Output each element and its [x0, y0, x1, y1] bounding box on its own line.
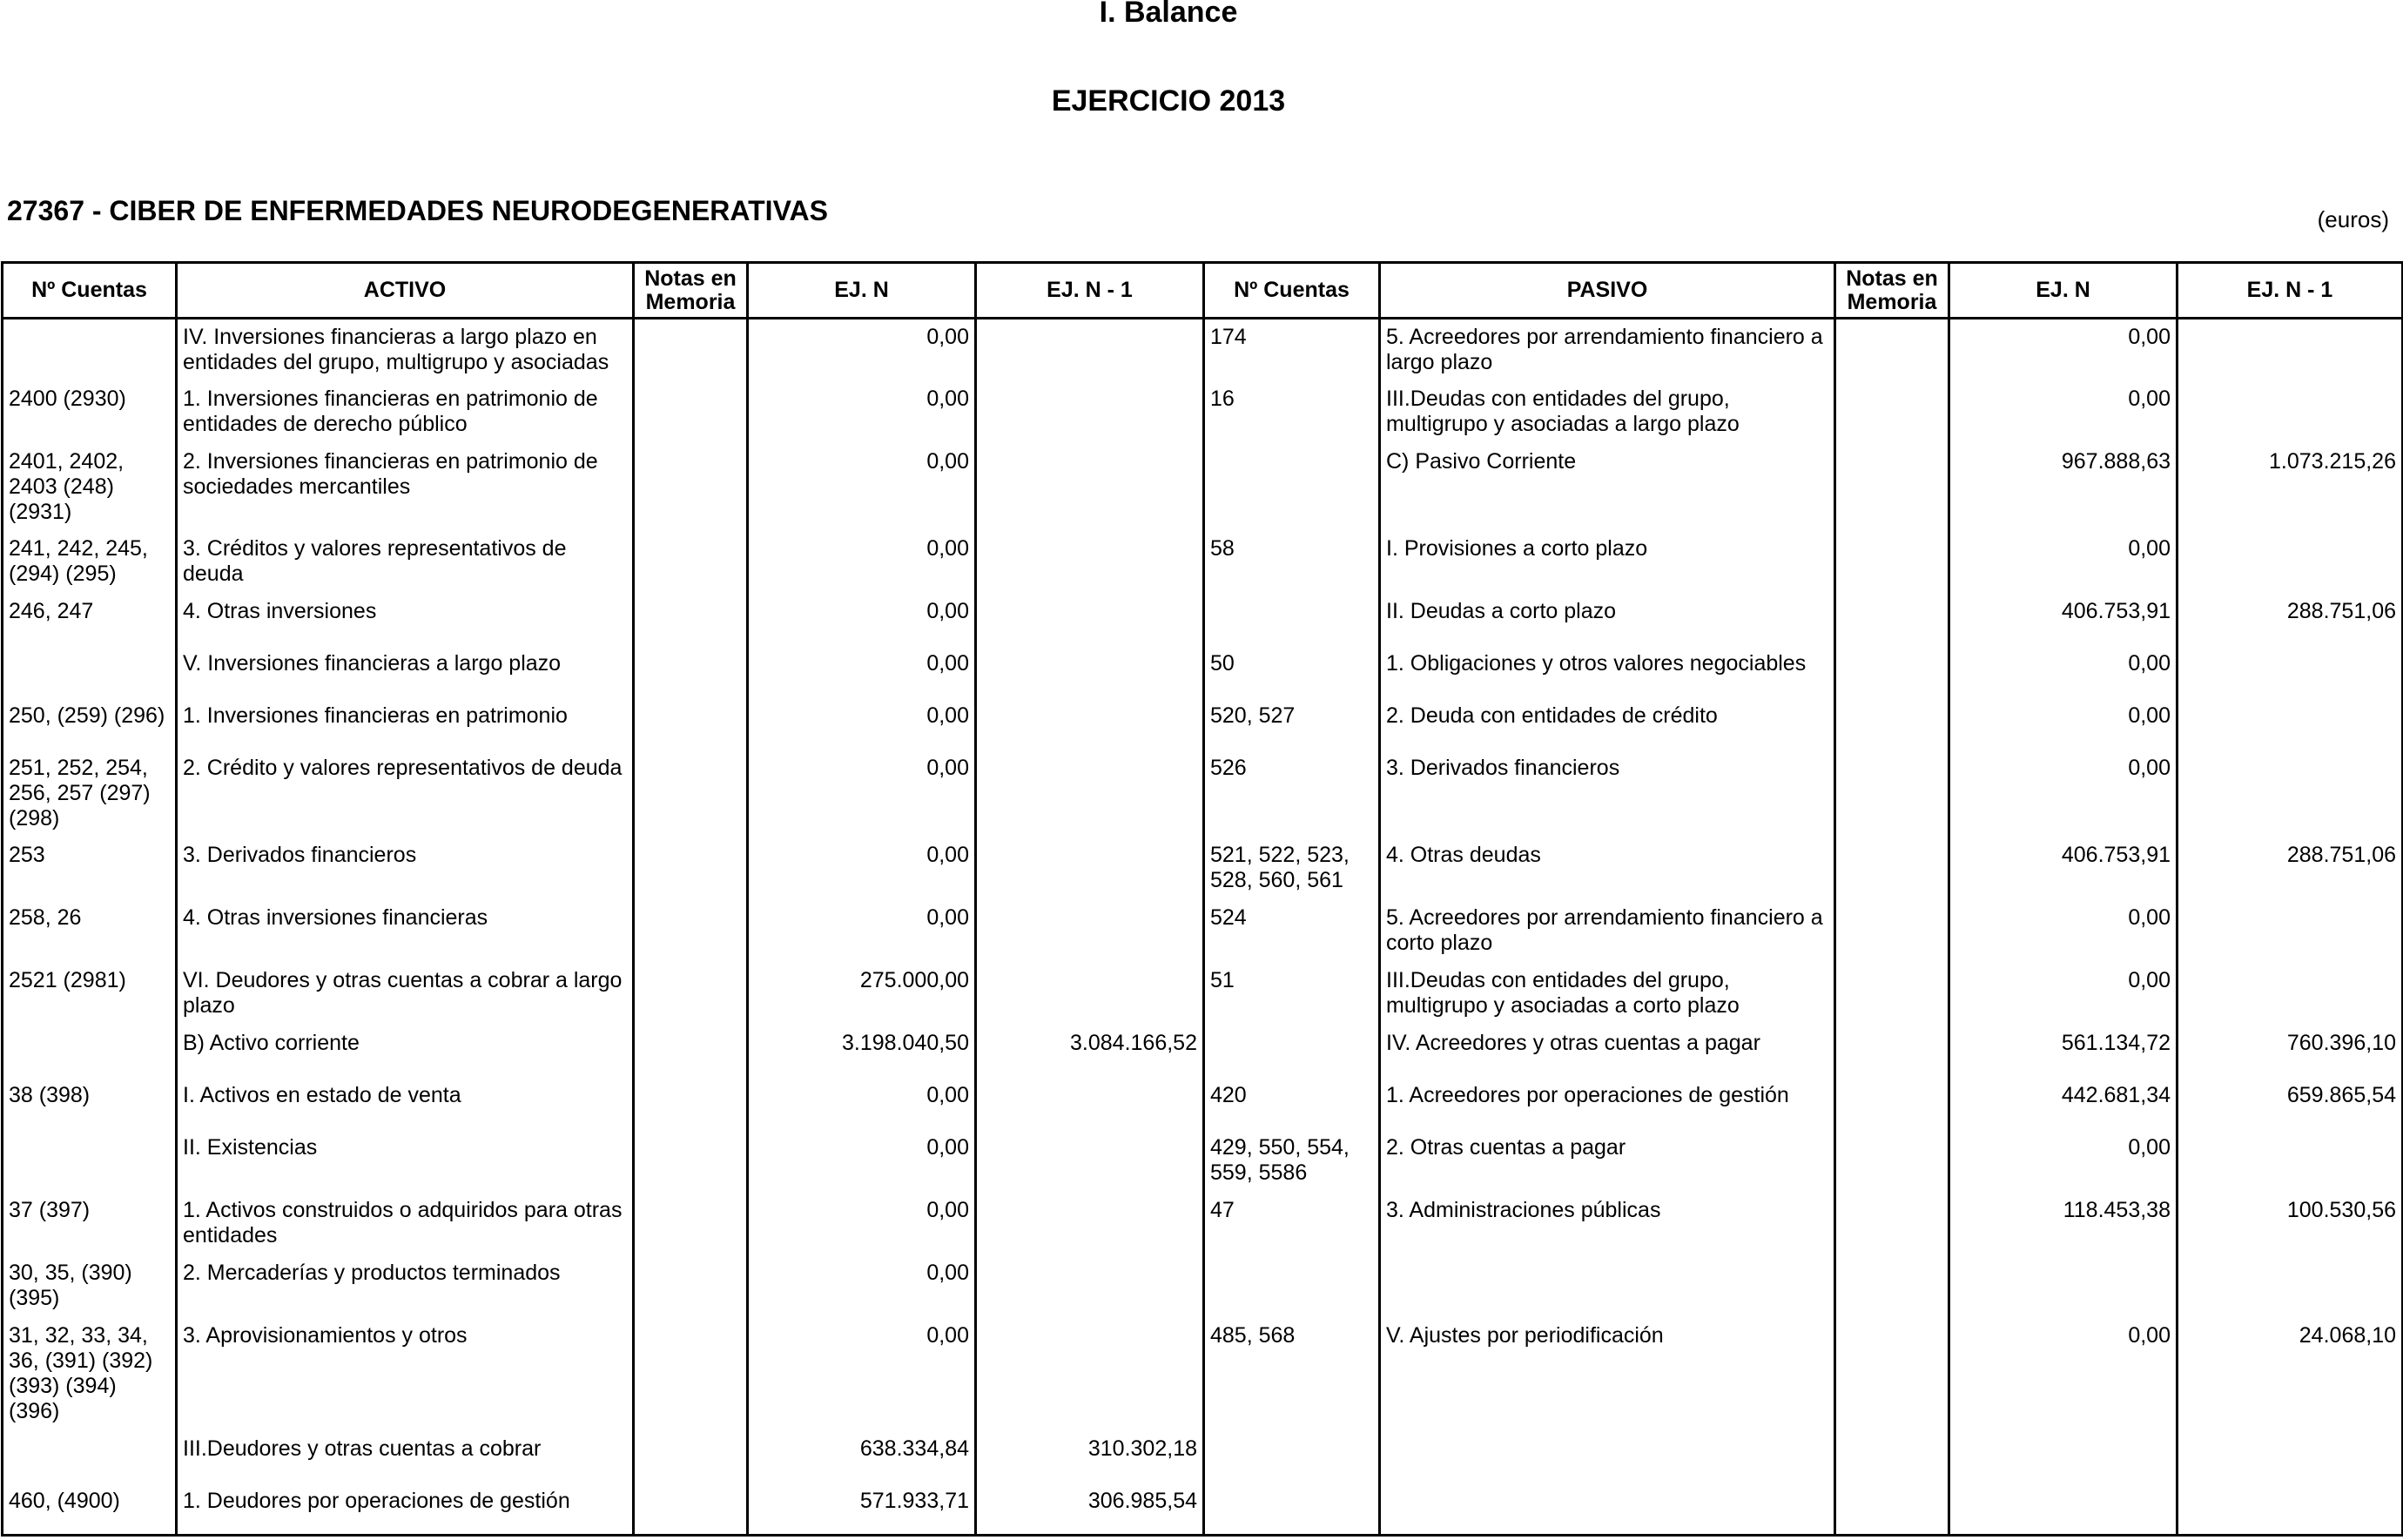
cell-ej-n-pasivo [1949, 1255, 2178, 1318]
cell-ej-n-activo: 0,00 [748, 381, 976, 444]
cell-ej-n-activo: 3.198.040,50 [748, 1026, 976, 1078]
table-body [3, 319, 2403, 1536]
cell-ej-n-pasivo: 0,00 [1949, 381, 2178, 444]
cell-pasivo-concepto: III.Deudas con entidades del grupo, multigrupo y asociadas a corto plazo [1380, 963, 1835, 1026]
cell-cuentas-activo: 37 (397) [3, 1193, 177, 1255]
cell-cuentas-pasivo: 521, 522, 523, 528, 560, 561 [1204, 837, 1380, 900]
cell-activo-concepto: II. Existencias [177, 1130, 634, 1193]
cell-cuentas-activo: 250, (259) (296) [3, 698, 177, 750]
table-header-row [3, 263, 2403, 319]
cell-notas-activo [634, 900, 748, 963]
cell-notas-activo [634, 646, 748, 698]
cell-ej-n1-activo [976, 1078, 1204, 1130]
cell-cuentas-activo: 2401, 2402, 2403 (248) (2931) [3, 444, 177, 531]
cell-ej-n-pasivo: 0,00 [1949, 698, 2178, 750]
cell-notas-activo [634, 319, 748, 381]
cell-notas-pasivo [1835, 900, 1949, 963]
cell-pasivo-concepto [1380, 1255, 1835, 1318]
cell-activo-concepto: IV. Inversiones financieras a largo plazo en entidades del grupo, multigrupo y asociadas [177, 319, 634, 381]
cell-ej-n-activo: 571.933,71 [748, 1483, 976, 1536]
cell-ej-n1-pasivo: 659.865,54 [2178, 1078, 2403, 1130]
cell-activo-concepto: 3. Aprovisionamientos y otros [177, 1318, 634, 1431]
cell-pasivo-concepto: 2. Deuda con entidades de crédito [1380, 698, 1835, 750]
cell-activo-concepto: 4. Otras inversiones [177, 594, 634, 646]
cell-ej-n-pasivo: 406.753,91 [1949, 594, 2178, 646]
cell-ej-n1-activo [976, 900, 1204, 963]
cell-pasivo-concepto: 1. Acreedores por operaciones de gestión [1380, 1078, 1835, 1130]
cell-activo-concepto: I. Activos en estado de venta [177, 1078, 634, 1130]
cell-pasivo-concepto: I. Provisiones a corto plazo [1380, 531, 1835, 594]
table-row [3, 531, 2403, 594]
cell-ej-n-activo: 0,00 [748, 1193, 976, 1255]
cell-ej-n1-pasivo [2178, 750, 2403, 837]
cell-notas-activo [634, 381, 748, 444]
cell-ej-n1-activo [976, 1318, 1204, 1431]
cell-ej-n-activo: 0,00 [748, 1318, 976, 1431]
cell-ej-n1-pasivo: 24.068,10 [2178, 1318, 2403, 1431]
cell-notas-activo [634, 698, 748, 750]
cell-notas-pasivo [1835, 594, 1949, 646]
balance-table [1, 261, 2403, 1537]
cell-ej-n-pasivo: 0,00 [1949, 531, 2178, 594]
table-row [3, 750, 2403, 837]
cell-activo-concepto: 3. Créditos y valores representativos de deuda [177, 531, 634, 594]
cell-pasivo-concepto: C) Pasivo Corriente [1380, 444, 1835, 531]
cell-ej-n-activo: 0,00 [748, 594, 976, 646]
cell-pasivo-concepto: 4. Otras deudas [1380, 837, 1835, 900]
cell-ej-n-pasivo: 0,00 [1949, 750, 2178, 837]
cell-ej-n1-pasivo [2178, 1130, 2403, 1193]
cell-cuentas-activo: 2521 (2981) [3, 963, 177, 1026]
cell-notas-activo [634, 1193, 748, 1255]
cell-ej-n1-pasivo: 760.396,10 [2178, 1026, 2403, 1078]
cell-cuentas-activo: 258, 26 [3, 900, 177, 963]
cell-ej-n1-activo [976, 646, 1204, 698]
cell-notas-pasivo [1835, 1130, 1949, 1193]
table-row [3, 1078, 2403, 1130]
cell-ej-n-activo: 0,00 [748, 531, 976, 594]
cell-notas-pasivo [1835, 1193, 1949, 1255]
cell-pasivo-concepto: 1. Obligaciones y otros valores negociables [1380, 646, 1835, 698]
cell-ej-n-pasivo: 0,00 [1949, 900, 2178, 963]
cell-cuentas-pasivo [1204, 1026, 1380, 1078]
cell-ej-n-pasivo: 0,00 [1949, 646, 2178, 698]
cell-activo-concepto: 2. Inversiones financieras en patrimonio de sociedades mercantiles [177, 444, 634, 531]
cell-ej-n-activo: 0,00 [748, 900, 976, 963]
cell-cuentas-activo [3, 319, 177, 381]
cell-ej-n1-pasivo [2178, 698, 2403, 750]
cell-notas-pasivo [1835, 837, 1949, 900]
cell-cuentas-activo: 30, 35, (390) (395) [3, 1255, 177, 1318]
cell-activo-concepto: 2. Crédito y valores representativos de deuda [177, 750, 634, 837]
cell-cuentas-pasivo: 50 [1204, 646, 1380, 698]
col-header-notas-activo: Notas en Memoria [634, 263, 748, 319]
cell-ej-n1-activo [976, 698, 1204, 750]
col-header-activo: ACTIVO [177, 263, 634, 319]
cell-activo-concepto: 4. Otras inversiones financieras [177, 900, 634, 963]
cell-notas-activo [634, 444, 748, 531]
cell-notas-pasivo [1835, 750, 1949, 837]
cell-ej-n1-activo [976, 837, 1204, 900]
cell-ej-n-activo: 0,00 [748, 319, 976, 381]
cell-activo-concepto: 1. Activos construidos o adquiridos para otras entidades [177, 1193, 634, 1255]
cell-pasivo-concepto: III.Deudas con entidades del grupo, multigrupo y asociadas a largo plazo [1380, 381, 1835, 444]
cell-notas-activo [634, 594, 748, 646]
cell-ej-n-activo: 0,00 [748, 837, 976, 900]
cell-activo-concepto: 1. Deudores por operaciones de gestión [177, 1483, 634, 1536]
table-row [3, 594, 2403, 646]
currency-units: (euros) [2317, 206, 2389, 232]
cell-ej-n1-activo [976, 594, 1204, 646]
cell-ej-n1-activo [976, 1193, 1204, 1255]
cell-ej-n-pasivo: 561.134,72 [1949, 1026, 2178, 1078]
col-header-cuentas-pasivo: Nº Cuentas [1204, 263, 1380, 319]
cell-ej-n1-activo [976, 444, 1204, 531]
cell-ej-n1-pasivo [2178, 1431, 2403, 1483]
cell-notas-pasivo [1835, 1431, 1949, 1483]
cell-activo-concepto: 1. Inversiones financieras en patrimonio de entidades de derecho público [177, 381, 634, 444]
table-row [3, 1026, 2403, 1078]
cell-ej-n1-activo: 306.985,54 [976, 1483, 1204, 1536]
cell-cuentas-pasivo: 51 [1204, 963, 1380, 1026]
cell-pasivo-concepto: 5. Acreedores por arrendamiento financiero a largo plazo [1380, 319, 1835, 381]
cell-ej-n1-activo [976, 750, 1204, 837]
cell-notas-activo [634, 531, 748, 594]
cell-notas-activo [634, 1026, 748, 1078]
cell-ej-n1-pasivo [2178, 1483, 2403, 1536]
cell-ej-n-pasivo: 0,00 [1949, 1318, 2178, 1431]
col-header-ej-n1-pasivo: EJ. N - 1 [2178, 263, 2403, 319]
cell-ej-n1-activo [976, 963, 1204, 1026]
cell-cuentas-pasivo: 420 [1204, 1078, 1380, 1130]
col-header-cuentas-activo: Nº Cuentas [3, 263, 177, 319]
cell-ej-n-activo: 0,00 [748, 646, 976, 698]
cell-ej-n-pasivo [1949, 1431, 2178, 1483]
cell-cuentas-pasivo: 47 [1204, 1193, 1380, 1255]
cell-activo-concepto: III.Deudores y otras cuentas a cobrar [177, 1431, 634, 1483]
cell-ej-n1-pasivo: 288.751,06 [2178, 594, 2403, 646]
col-header-ej-n-pasivo: EJ. N [1949, 263, 2178, 319]
cell-notas-pasivo [1835, 1255, 1949, 1318]
cell-notas-activo [634, 1483, 748, 1536]
cell-cuentas-activo: 460, (4900) [3, 1483, 177, 1536]
cell-ej-n1-pasivo [2178, 900, 2403, 963]
cell-ej-n1-activo [976, 531, 1204, 594]
cell-activo-concepto: V. Inversiones financieras a largo plazo [177, 646, 634, 698]
col-header-notas-pasivo: Notas en Memoria [1835, 263, 1949, 319]
cell-cuentas-activo: 251, 252, 254, 256, 257 (297) (298) [3, 750, 177, 837]
cell-cuentas-pasivo: 524 [1204, 900, 1380, 963]
table-row [3, 698, 2403, 750]
cell-ej-n-pasivo: 0,00 [1949, 319, 2178, 381]
cell-cuentas-activo: 2400 (2930) [3, 381, 177, 444]
cell-cuentas-activo [3, 1130, 177, 1193]
cell-notas-pasivo [1835, 646, 1949, 698]
cell-ej-n-activo: 0,00 [748, 1130, 976, 1193]
cell-ej-n-pasivo: 118.453,38 [1949, 1193, 2178, 1255]
cell-ej-n1-pasivo: 1.073.215,26 [2178, 444, 2403, 531]
cell-ej-n-activo: 0,00 [748, 1078, 976, 1130]
cell-notas-pasivo [1835, 963, 1949, 1026]
cell-notas-pasivo [1835, 381, 1949, 444]
cell-notas-pasivo [1835, 1483, 1949, 1536]
fiscal-year-heading: EJERCICIO 2013 [1051, 84, 1286, 118]
cell-activo-concepto: B) Activo corriente [177, 1026, 634, 1078]
cell-cuentas-activo: 253 [3, 837, 177, 900]
cell-ej-n-pasivo: 967.888,63 [1949, 444, 2178, 531]
cell-ej-n1-activo [976, 381, 1204, 444]
cell-ej-n1-activo: 3.084.166,52 [976, 1026, 1204, 1078]
cell-ej-n-activo: 0,00 [748, 1255, 976, 1318]
cell-pasivo-concepto [1380, 1483, 1835, 1536]
cell-ej-n1-pasivo: 288.751,06 [2178, 837, 2403, 900]
cell-notas-pasivo [1835, 698, 1949, 750]
cell-notas-activo [634, 1255, 748, 1318]
cell-ej-n-activo: 0,00 [748, 444, 976, 531]
cell-activo-concepto: VI. Deudores y otras cuentas a cobrar a largo plazo [177, 963, 634, 1026]
cell-notas-activo [634, 1318, 748, 1431]
table-row [3, 646, 2403, 698]
cell-cuentas-pasivo: 16 [1204, 381, 1380, 444]
table-row [3, 1130, 2403, 1193]
cell-ej-n1-pasivo [2178, 1255, 2403, 1318]
cell-ej-n1-pasivo [2178, 646, 2403, 698]
cell-cuentas-pasivo: 58 [1204, 531, 1380, 594]
cell-cuentas-pasivo: 520, 527 [1204, 698, 1380, 750]
cell-notas-pasivo [1835, 319, 1949, 381]
cell-ej-n-activo: 275.000,00 [748, 963, 976, 1026]
cell-activo-concepto: 2. Mercaderías y productos terminados [177, 1255, 634, 1318]
cell-activo-concepto: 1. Inversiones financieras en patrimonio [177, 698, 634, 750]
cell-notas-activo [634, 1431, 748, 1483]
cell-notas-activo [634, 1130, 748, 1193]
table-row [3, 963, 2403, 1026]
cell-pasivo-concepto: 3. Administraciones públicas [1380, 1193, 1835, 1255]
cell-cuentas-pasivo [1204, 1255, 1380, 1318]
cell-ej-n1-activo [976, 1130, 1204, 1193]
cell-notas-activo [634, 963, 748, 1026]
cell-notas-pasivo [1835, 1078, 1949, 1130]
table-row [3, 1431, 2403, 1483]
cell-pasivo-concepto: 5. Acreedores por arrendamiento financiero a corto plazo [1380, 900, 1835, 963]
cell-notas-activo [634, 837, 748, 900]
table-row [3, 319, 2403, 381]
cell-notas-pasivo [1835, 1026, 1949, 1078]
cell-cuentas-pasivo [1204, 1431, 1380, 1483]
cell-ej-n-activo: 638.334,84 [748, 1431, 976, 1483]
cell-cuentas-activo: 246, 247 [3, 594, 177, 646]
cell-ej-n-pasivo: 0,00 [1949, 963, 2178, 1026]
cell-notas-activo [634, 750, 748, 837]
cell-activo-concepto: 3. Derivados financieros [177, 837, 634, 900]
table-row [3, 1483, 2403, 1536]
cell-pasivo-concepto: 2. Otras cuentas a pagar [1380, 1130, 1835, 1193]
cell-cuentas-activo: 31, 32, 33, 34, 36, (391) (392) (393) (394) (396) [3, 1318, 177, 1431]
cell-ej-n1-activo [976, 319, 1204, 381]
cell-pasivo-concepto: IV. Acreedores y otras cuentas a pagar [1380, 1026, 1835, 1078]
cell-cuentas-activo [3, 1026, 177, 1078]
cell-ej-n1-pasivo [2178, 963, 2403, 1026]
table-row [3, 444, 2403, 531]
cell-notas-pasivo [1835, 444, 1949, 531]
table-row [3, 381, 2403, 444]
table-row [3, 837, 2403, 900]
col-header-ej-n-activo: EJ. N [748, 263, 976, 319]
table-row [3, 900, 2403, 963]
cell-ej-n-pasivo: 406.753,91 [1949, 837, 2178, 900]
cell-ej-n1-activo: 310.302,18 [976, 1431, 1204, 1483]
cell-cuentas-pasivo [1204, 1483, 1380, 1536]
cell-ej-n1-activo [976, 1255, 1204, 1318]
cell-ej-n1-pasivo [2178, 531, 2403, 594]
cell-notas-activo [634, 1078, 748, 1130]
table-row [3, 1193, 2403, 1255]
cell-ej-n-activo: 0,00 [748, 698, 976, 750]
cell-pasivo-concepto [1380, 1431, 1835, 1483]
cell-cuentas-activo [3, 646, 177, 698]
cell-cuentas-pasivo: 429, 550, 554, 559, 5586 [1204, 1130, 1380, 1193]
cell-cuentas-activo: 241, 242, 245, (294) (295) [3, 531, 177, 594]
cell-pasivo-concepto: V. Ajustes por periodificación [1380, 1318, 1835, 1431]
entity-name: 27367 - CIBER DE ENFERMEDADES NEURODEGENERATIVAS [7, 195, 828, 226]
cell-ej-n-pasivo: 0,00 [1949, 1130, 2178, 1193]
cell-notas-pasivo [1835, 531, 1949, 594]
cell-ej-n1-pasivo [2178, 381, 2403, 444]
table-row [3, 1318, 2403, 1431]
col-header-pasivo: PASIVO [1380, 263, 1835, 319]
cell-ej-n-activo: 0,00 [748, 750, 976, 837]
cell-pasivo-concepto: II. Deudas a corto plazo [1380, 594, 1835, 646]
cell-cuentas-pasivo [1204, 594, 1380, 646]
cell-ej-n-pasivo: 442.681,34 [1949, 1078, 2178, 1130]
cell-cuentas-pasivo: 526 [1204, 750, 1380, 837]
cell-cuentas-pasivo: 485, 568 [1204, 1318, 1380, 1431]
document-title: I. Balance [1099, 0, 1238, 29]
cell-cuentas-pasivo [1204, 444, 1380, 531]
cell-cuentas-activo: 38 (398) [3, 1078, 177, 1130]
cell-notas-pasivo [1835, 1318, 1949, 1431]
cell-ej-n1-pasivo: 100.530,56 [2178, 1193, 2403, 1255]
table-row [3, 1255, 2403, 1318]
cell-ej-n-pasivo [1949, 1483, 2178, 1536]
cell-cuentas-pasivo: 174 [1204, 319, 1380, 381]
cell-cuentas-activo [3, 1431, 177, 1483]
cell-ej-n1-pasivo [2178, 319, 2403, 381]
col-header-ej-n1-activo: EJ. N - 1 [976, 263, 1204, 319]
cell-pasivo-concepto: 3. Derivados financieros [1380, 750, 1835, 837]
